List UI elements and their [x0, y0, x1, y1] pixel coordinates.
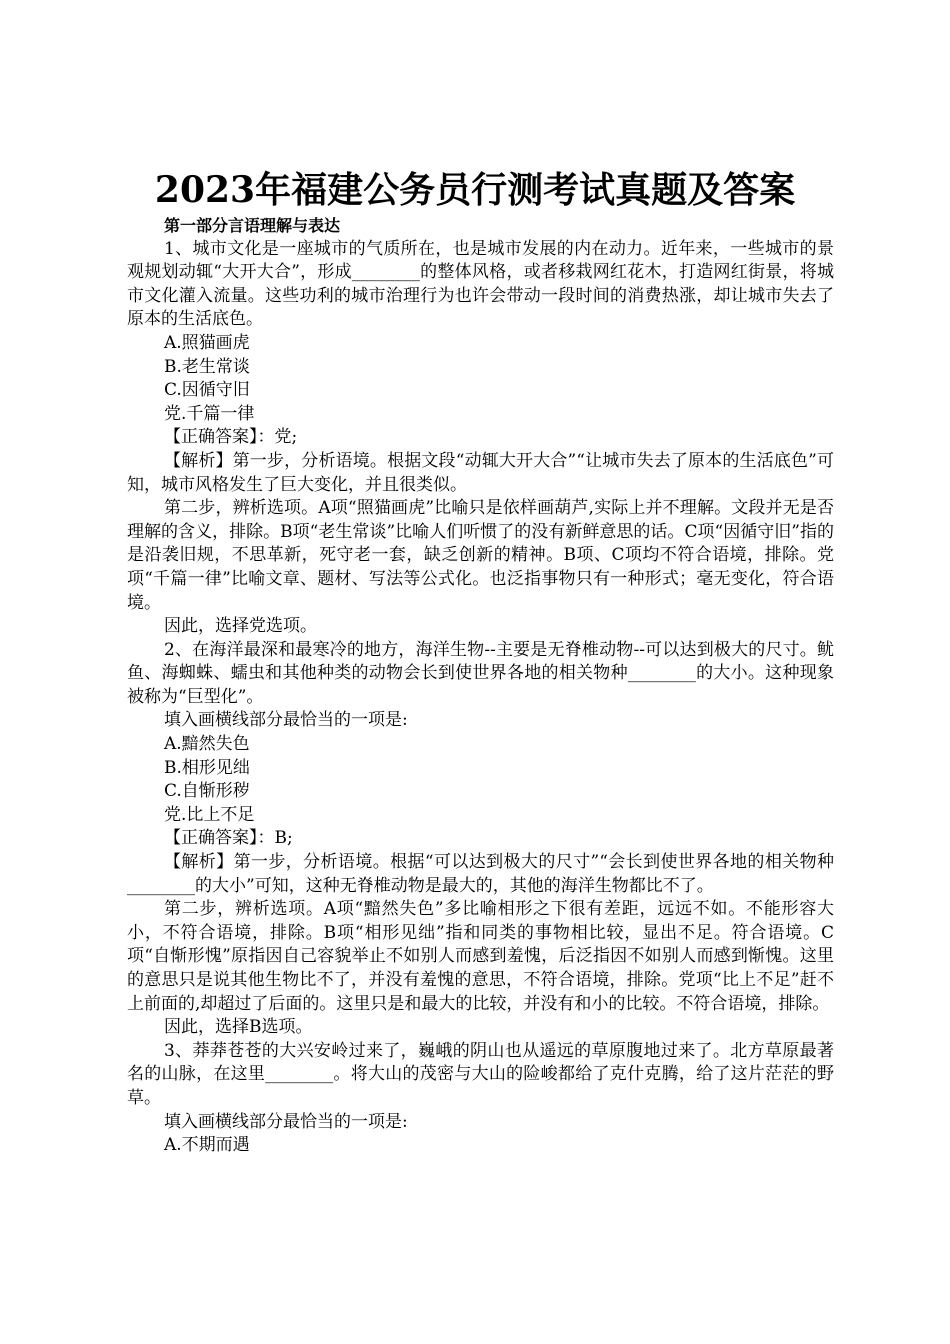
q1-option-a: A.照猫画虎	[164, 332, 250, 353]
q1-stem: 1、城市文化是一座城市的气质所在，也是城市发展的内在动力。近年来，一些城市的景观规划动辄“大开大合”，形成________的整体风格，或者移栽网红花木，打造网红街景，将城市文化灌入流量。这些功利的城市治理行为也许会带动一段时间的消费热涨，却让城市失去了原本的生活底色。	[127, 238, 834, 330]
document-title: 2023年福建公务员行测考试真题及答案	[154, 169, 796, 211]
section-heading: 第一部分言语理解与表达	[164, 216, 341, 235]
q3-prompt: 填入画横线部分最恰当的一项是:	[164, 1111, 408, 1132]
q1-analysis-step2: 第二步，辨析选项。A项“照猫画虎”比喻只是依样画葫芦,实际上并不理解。文段并无是否理解的含义，排除。B项“老生常谈”比喻人们听惯了的没有新鲜意思的话。C项“因循守旧”指的是沿袭旧规，不思革新，死守老一套，缺乏创新的精神。B项、C项均不符合语境，排除。党项“千篇一律”比喻文章、题材、写法等公式化。也泛指事物只有一种形式；毫无变化，符合语境。	[127, 498, 834, 613]
q1-conclusion: 因此，选择党选项。	[164, 616, 317, 637]
document-body	[127, 214, 834, 1158]
q2-stem: 2、在海洋最深和最寒冷的地方，海洋生物--主要是无脊椎动物--可以达到极大的尺寸。鱿鱼、海蜘蛛、蠕虫和其他种类的动物会长到使世界各地的相关物种________的大小。这种现象被称为“巨型化”。	[127, 639, 834, 707]
q1-option-b: B.老生常谈	[164, 356, 250, 377]
q2-analysis-step2: 第二步，辨析选项。A项“黯然失色”多比喻相形之下很有差距，远远不如。不能形容大小，不符合语境，排除。B项“相形见绌”指和同类的事物相比较，显出不足。符合语境。C项“自惭形愧”原指因自己容貌举止不如别人而感到羞愧，后泛指因不如别人而感到惭愧。这里的意思只是说其他生物比不了，并没有羞愧的意思，不符合语境，排除。党项“比上不足”赶不上前面的,却超过了后面的。这里只是和最大的比较，并没有和小的比较。不符合语境，排除。	[127, 899, 834, 1014]
q2-answer: 【正确答案】：B;	[164, 828, 293, 849]
q1-option-d: 党.千篇一律	[164, 403, 255, 424]
q2-option-d: 党.比上不足	[164, 804, 255, 825]
q2-analysis-step1: 【解析】第一步，分析语境。根据“可以达到极大的尺寸”“会长到使世界各地的相关物种________的大小”可知，这种无脊椎动物是最大的，其他的海洋生物都比不了。	[127, 852, 834, 896]
q2-option-c: C.自惭形秽	[164, 781, 250, 802]
q1-analysis-step1: 【解析】第一步，分析语境。根据文段“动辄大开大合”“让城市失去了原本的生活底色”可知，城市风格发生了巨大变化，并且很类似。	[127, 450, 834, 495]
q3-option-a: A.不期而遇	[164, 1135, 250, 1156]
q3-stem: 3、莽莽苍苍的大兴安岭过来了，巍峨的阴山也从遥远的草原腹地过来了。北方草原最著名的山脉，在这里________。将大山的茂密与大山的险峻都给了克什克腾，给了这片茫茫的野草。	[127, 1040, 834, 1108]
q1-answer: 【正确答案】：党;	[164, 427, 298, 448]
q1-option-c: C.因循守旧	[164, 380, 250, 401]
q2-conclusion: 因此，选择B选项。	[164, 1017, 313, 1038]
q2-option-b: B.相形见绌	[164, 757, 250, 778]
q2-option-a: A.黯然失色	[164, 734, 250, 755]
q2-prompt: 填入画横线部分最恰当的一项是:	[164, 710, 408, 731]
